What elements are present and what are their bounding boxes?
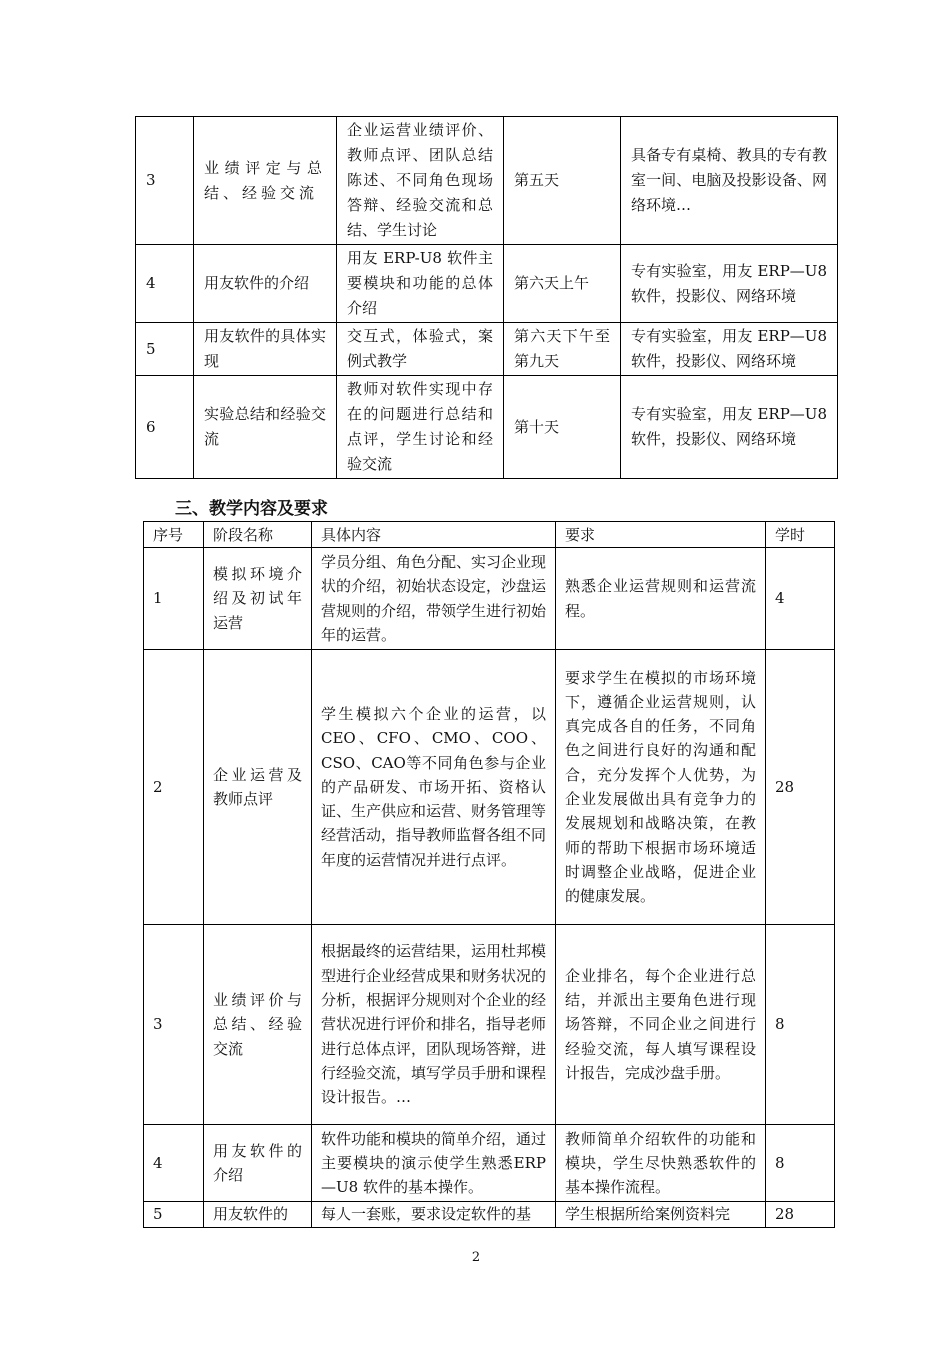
header-requirement: 要求	[556, 522, 766, 548]
stage-name: 业绩评定与总结、经验交流	[194, 117, 337, 245]
stage-requirement: 要求学生在模拟的市场环境下，遵循企业运营规则，认真完成各自的任务，不同角色之间进行良好的沟通和配合，充分发挥个人优势，为企业发展做出具有竞争力的发展规划和战略决策，在教师的帮助下根据市场环境适时调整企业战略，促进企业的健康发展。	[556, 650, 766, 925]
stage-name: 用友软件的介绍	[194, 245, 337, 323]
row-number: 4	[144, 1125, 204, 1202]
table-row	[144, 925, 835, 1125]
table-row	[136, 117, 838, 245]
stage-requirement: 教师简单介绍软件的功能和模块，学生尽快熟悉软件的基本操作流程。	[556, 1125, 766, 1202]
time-slot: 第五天	[504, 117, 621, 245]
table-row	[136, 245, 838, 323]
stage-name: 模拟环境介绍及初试年运营	[204, 548, 312, 650]
stage-content: 每人一套账，要求设定软件的基	[312, 1202, 556, 1228]
stage-name: 用友软件的	[204, 1202, 312, 1228]
environment: 专有实验室，用友 ERP—U8 软件，投影仪、网络环境	[621, 376, 838, 479]
header-number: 序号	[144, 522, 204, 548]
time-slot: 第六天上午	[504, 245, 621, 323]
stage-name: 业绩评价与总结、经验交流	[204, 925, 312, 1125]
teaching-content-table	[143, 521, 835, 1228]
row-number: 3	[136, 117, 194, 245]
time-slot: 第六天下午至第九天	[504, 323, 621, 376]
row-number: 3	[144, 925, 204, 1125]
stage-hours: 28	[766, 650, 835, 925]
stage-name: 用友软件的介绍	[204, 1125, 312, 1202]
environment: 专有实验室，用友 ERP—U8 软件，投影仪、网络环境	[621, 245, 838, 323]
table-row	[136, 323, 838, 376]
header-stage: 阶段名称	[204, 522, 312, 548]
row-number: 5	[136, 323, 194, 376]
header-hours: 学时	[766, 522, 835, 548]
stage-hours: 4	[766, 548, 835, 650]
table-row	[136, 376, 838, 479]
stage-content: 根据最终的运营结果，运用杜邦模型进行企业经营成果和财务状况的分析，根据评分规则对个企业的经营状况进行评价和排名，指导老师进行总体点评，团队现场答辩，进行经验交流，填写学员手册和课程设计报告。…	[312, 925, 556, 1125]
table-header-row	[144, 522, 835, 548]
stage-content: 学员分组、角色分配、实习企业现状的介绍，初始状态设定，沙盘运营规则的介绍，带领学生进行初始年的运营。	[312, 548, 556, 650]
row-number: 4	[136, 245, 194, 323]
header-content: 具体内容	[312, 522, 556, 548]
stage-requirement: 企业排名，每个企业进行总结，并派出主要角色进行现场答辩，不同企业之间进行经验交流，每人填写课程设计报告，完成沙盘手册。	[556, 925, 766, 1125]
section-heading: 三、教学内容及要求	[175, 499, 328, 519]
activity-content: 交互式，体验式，案例式教学	[337, 323, 504, 376]
table-row	[144, 1202, 835, 1228]
row-number: 1	[144, 548, 204, 650]
activity-content: 用友 ERP-U8 软件主要模块和功能的总体介绍	[337, 245, 504, 323]
stage-name: 实验总结和经验交流	[194, 376, 337, 479]
page-number: 2	[471, 1250, 481, 1265]
table-row	[144, 1125, 835, 1202]
stage-content: 软件功能和模块的简单介绍，通过主要模块的演示使学生熟悉ERP—U8 软件的基本操作。	[312, 1125, 556, 1202]
stage-name: 用友软件的具体实现	[194, 323, 337, 376]
stage-requirement: 熟悉企业运营规则和运营流程。	[556, 548, 766, 650]
table-row	[144, 650, 835, 925]
stage-content: 学生模拟六个企业的运营，以CEO、CFO、CMO、COO、CSO、CAO等不同角色参与企业的产品研发、市场开拓、资格认证、生产供应和运营、财务管理等经营活动，指导教师监督各组不同年度的运营情况并进行点评。	[312, 650, 556, 925]
time-slot: 第十天	[504, 376, 621, 479]
schedule-table	[135, 116, 838, 479]
row-number: 5	[144, 1202, 204, 1228]
environment: 具备专有桌椅、教具的专有教室一间、电脑及投影设备、网络环境…	[621, 117, 838, 245]
row-number: 6	[136, 376, 194, 479]
table-row	[144, 548, 835, 650]
row-number: 2	[144, 650, 204, 925]
stage-requirement: 学生根据所给案例资料完	[556, 1202, 766, 1228]
stage-hours: 8	[766, 1125, 835, 1202]
activity-content: 教师对软件实现中存在的问题进行总结和点评，学生讨论和经验交流	[337, 376, 504, 479]
stage-name: 企业运营及教师点评	[204, 650, 312, 925]
stage-hours: 8	[766, 925, 835, 1125]
environment: 专有实验室，用友 ERP—U8 软件，投影仪、网络环境	[621, 323, 838, 376]
activity-content: 企业运营业绩评价、教师点评、团队总结陈述、不同角色现场答辩、经验交流和总结、学生讨论	[337, 117, 504, 245]
stage-hours: 28	[766, 1202, 835, 1228]
